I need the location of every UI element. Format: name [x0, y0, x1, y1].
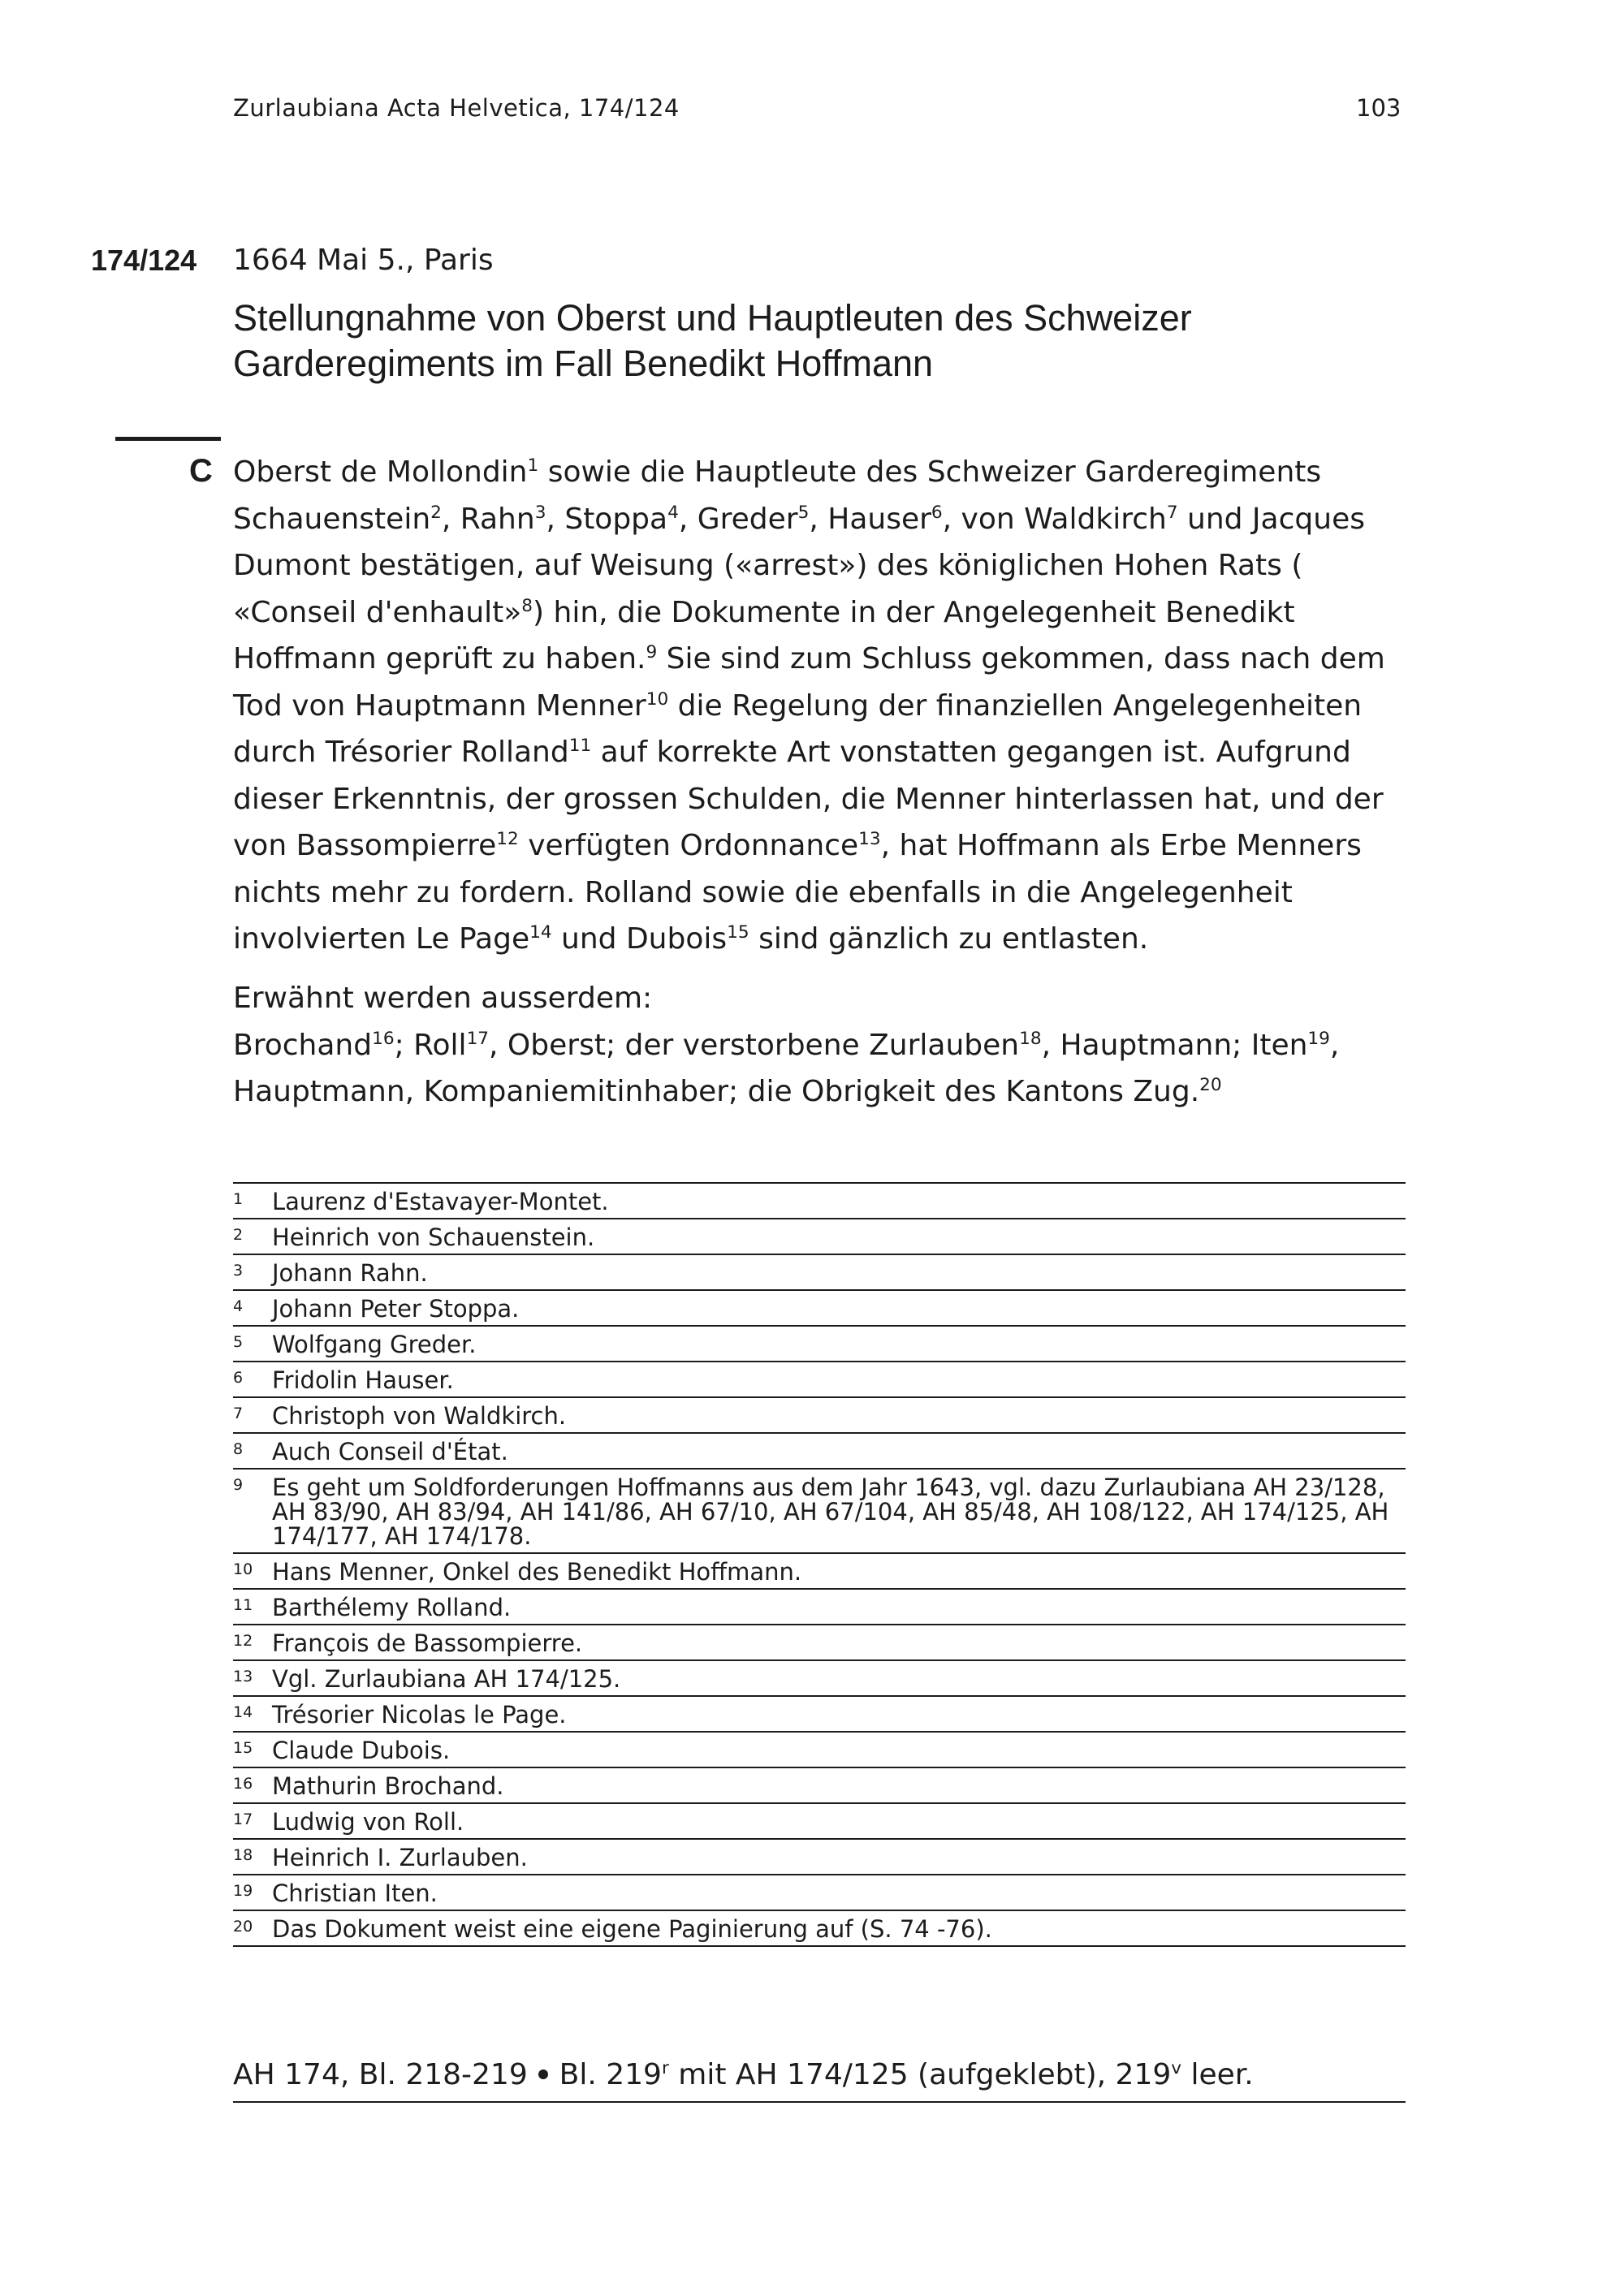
footnote-text: Hans Menner, Onkel des Benedikt Hoffmann. — [272, 1558, 802, 1586]
date-place: 1664 Mai 5., Paris — [233, 244, 494, 277]
footnote-text: Vgl. Zurlaubiana AH 174/125. — [272, 1665, 621, 1693]
footnote-row — [233, 1397, 1406, 1433]
footnote-ref[interactable]: 11 — [568, 736, 592, 756]
footnote-number: 13 — [233, 1668, 253, 1685]
footnote-number: 19 — [233, 1882, 253, 1900]
footnote-row — [233, 1219, 1406, 1254]
footnote-text: Heinrich von Schauenstein. — [272, 1224, 595, 1251]
footnote-number: 14 — [233, 1703, 253, 1721]
footnote-ref[interactable]: 8 — [521, 595, 533, 616]
footnote-text: Trésorier Nicolas le Page. — [272, 1701, 567, 1728]
footnote-number: 1 — [233, 1190, 244, 1208]
bullet-icon — [538, 2069, 548, 2079]
footnote-number: 17 — [233, 1810, 253, 1828]
page-number: 103 — [1356, 94, 1402, 122]
footnote-ref[interactable]: 20 — [1199, 1075, 1222, 1095]
footnote-number: 9 — [233, 1476, 244, 1494]
footnote-number: 16 — [233, 1775, 253, 1793]
footnote-text: Auch Conseil d'État. — [272, 1438, 508, 1465]
footnote-row — [233, 1254, 1406, 1290]
footnote-row — [233, 1875, 1406, 1910]
footnote-row — [233, 1660, 1406, 1696]
footnote-text: Christoph von Waldkirch. — [272, 1402, 567, 1430]
footnote-ref[interactable]: 15 — [727, 922, 749, 943]
footnote-ref[interactable]: 3 — [534, 502, 546, 523]
footnote-ref[interactable]: 9 — [646, 642, 658, 662]
footnote-number: 10 — [233, 1560, 253, 1578]
footnote-ref[interactable]: 16 — [372, 1028, 395, 1049]
footnote-ref[interactable]: 12 — [496, 829, 519, 849]
footnote-row — [233, 1469, 1406, 1553]
footnote-number: 18 — [233, 1846, 253, 1864]
footnote-ref[interactable]: 1 — [527, 455, 539, 476]
footnote-ref[interactable]: 19 — [1307, 1028, 1330, 1049]
category-mark: C — [189, 453, 213, 489]
footnote-ref[interactable]: 14 — [529, 922, 552, 943]
footnote-ref[interactable]: 2 — [430, 502, 442, 523]
footnote-number: 2 — [233, 1226, 244, 1244]
footnote-ref[interactable]: 5 — [797, 502, 810, 523]
footnote-row — [233, 1625, 1406, 1660]
footnote-text: Heinrich I. Zurlauben. — [272, 1844, 528, 1871]
footnotes-table — [233, 1182, 1406, 1947]
source-reference: AH 174, Bl. 218-219 Bl. 219$^r$ mit AH 174/125 (aufgeklebt), 219$^v$ leer. — [233, 2058, 1406, 2103]
footnote-text: Claude Dubois. — [272, 1737, 451, 1764]
footnote-ref[interactable]: 10 — [646, 688, 669, 710]
footnote-row — [233, 1183, 1406, 1219]
footnote-ref[interactable]: 18 — [1019, 1028, 1042, 1049]
footnote-row — [233, 1553, 1406, 1589]
footnote-number: 7 — [233, 1405, 244, 1422]
footnote-text: Barthélemy Rolland. — [272, 1594, 512, 1621]
footnote-number: 4 — [233, 1297, 244, 1315]
footnote-row — [233, 1696, 1406, 1732]
footnote-number: 3 — [233, 1262, 244, 1280]
footnote-number: 12 — [233, 1632, 253, 1650]
footnote-ref[interactable]: 6 — [931, 502, 943, 523]
footnote-row — [233, 1589, 1406, 1625]
footnote-row — [233, 1803, 1406, 1839]
footnote-row — [233, 1326, 1406, 1362]
summary-paragraph: Oberst de Mollondin$^1$ sowie die Hauptleute des Schweizer Garderegiments Schauenstein$^2$, Rahn$^3$, Stoppa$^4$, Greder$^5$, Hauser$^6$, von Waldkirch$^7$ und Jacques Dumont bestätigen, auf Weisung («arrest») des königlichen Hohen Rats ( «Conseil d'enhault»$^8$) hin, die Dokumente in der Angelegenheit Benedikt Hoffmann geprüft zu haben.$^9$ Sie sind zum Schluss gekommen, dass nach dem Tod von Hauptmann Menner$^{10}$ die Regelung der finanziellen Angelegenheiten durch Trésorier Rolland$^{11}$ auf korrekte Art vonstatten gegangen ist. Aufgrund dieser Erkenntnis, der grossen Schulden, die Menner hinterlassen hat, und der von Bassompierre$^{12}$ verfügten Ordonnance$^{13}$, hat Hoffmann als Erbe Menners nichts mehr zu fordern. Rolland sowie die ebenfalls in die Angelegenheit involvierten Le Page$^{14}$ und Dubois$^{15}$ sind gänzlich zu entlasten. — [233, 455, 1385, 956]
mentioned-paragraph: Erwähnt werden ausserdem: Brochand$^{16}$; Roll$^{17}$, Oberst; der verstorbene Zurlauben$^{18}$, Hauptmann; Iten$^{19}$, Hauptmann, Kompaniemitinhaber; die Obrigkeit des Kantons Zug.$^{20}$ — [233, 982, 1340, 1108]
footnote-ref[interactable]: 17 — [466, 1028, 490, 1049]
footnote-text: Das Dokument weist eine eigene Paginierung auf (S. 74 -76). — [272, 1915, 992, 1943]
footnote-number: 8 — [233, 1440, 244, 1458]
footnote-number: 20 — [233, 1918, 253, 1936]
footnote-text: Christian Iten. — [272, 1880, 438, 1907]
footnote-row — [233, 1767, 1406, 1803]
footnote-number: 15 — [233, 1739, 253, 1757]
footnote-ref[interactable]: 7 — [1166, 502, 1178, 523]
footnote-text: Johann Peter Stoppa. — [272, 1295, 520, 1323]
footnote-row — [233, 1290, 1406, 1326]
footnote-number: 6 — [233, 1369, 244, 1387]
footnote-row — [233, 1433, 1406, 1469]
section-rule — [115, 437, 221, 441]
footnote-text: Mathurin Brochand. — [272, 1772, 504, 1800]
running-title: Zurlaubiana Acta Helvetica, 174/124 — [233, 94, 680, 122]
footnote-text: Johann Rahn. — [272, 1259, 428, 1287]
mentioned-heading: Erwähnt werden ausserdem: — [233, 982, 653, 1015]
footnote-text: François de Bassompierre. — [272, 1629, 583, 1657]
footnote-text: Fridolin Hauser. — [272, 1366, 454, 1394]
footnote-row — [233, 1839, 1406, 1875]
footnote-ref[interactable]: 13 — [858, 829, 881, 849]
footnote-ref[interactable]: 4 — [667, 502, 679, 523]
footnote-text: Ludwig von Roll. — [272, 1808, 464, 1836]
footnote-text: Wolfgang Greder. — [272, 1331, 477, 1358]
footnote-row — [233, 1910, 1406, 1946]
footnote-number: 11 — [233, 1596, 253, 1614]
footnote-row — [233, 1732, 1406, 1767]
document-title: Stellungnahme von Oberst und Hauptleuten des Schweizer Garderegiments im Fall Benedikt Hoffmann — [233, 297, 1192, 384]
footnote-number: 5 — [233, 1333, 244, 1351]
footnote-text: Es geht um Soldforderungen Hoffmanns aus dem Jahr 1643, vgl. dazu Zurlaubiana AH 23/128, AH 83/90, AH 83/94, AH 141/86, AH 67/10, AH 67/104, AH 85/48, AH 108/122, AH 174/125, AH 174/177, AH 174/178. — [272, 1474, 1389, 1550]
document-number: 174/124 — [91, 244, 197, 277]
footnote-text: Laurenz d'Estavayer-Montet. — [272, 1188, 609, 1215]
footnote-row — [233, 1362, 1406, 1397]
